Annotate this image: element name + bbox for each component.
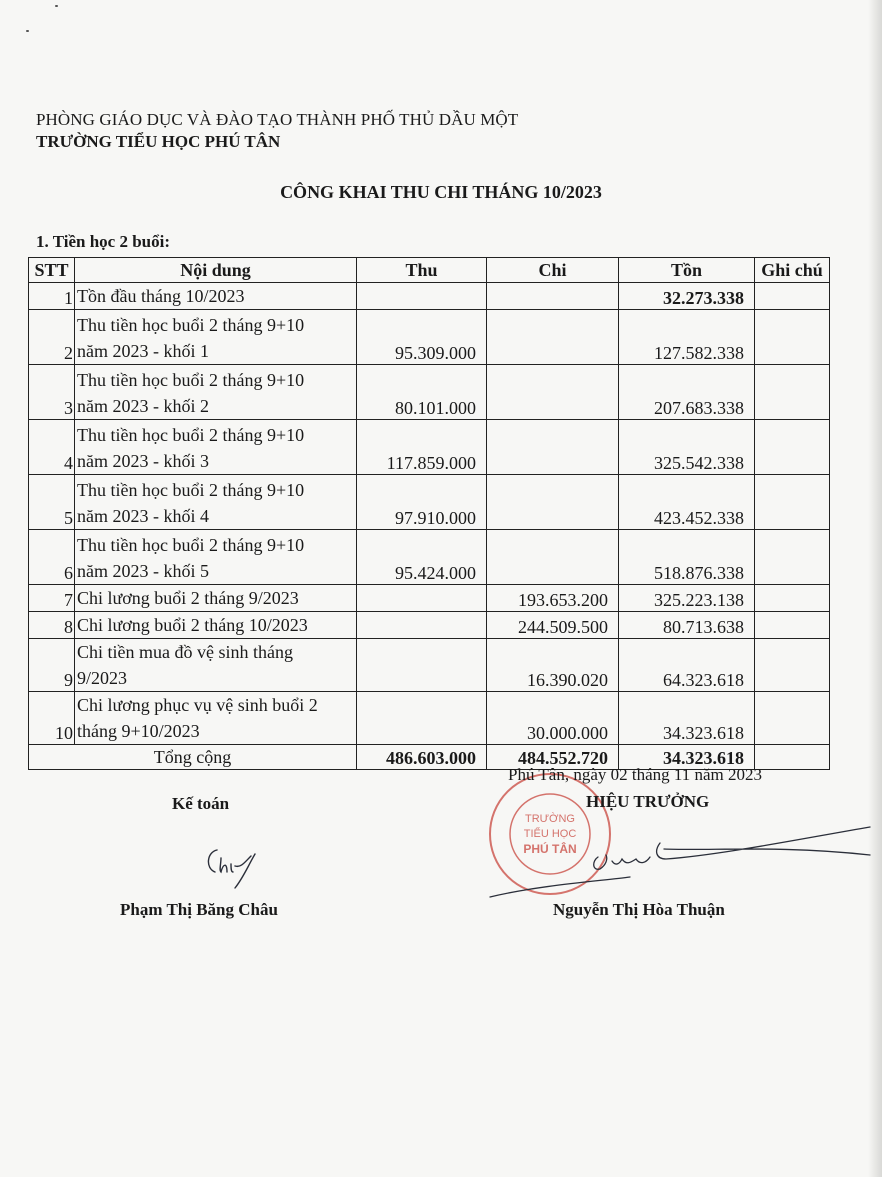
cell-stt: 5: [29, 475, 75, 530]
cell-chi: [487, 283, 619, 310]
cell-ton: 32.273.338: [619, 283, 755, 310]
table-row: [29, 420, 830, 475]
cell-chi: 244.509.500: [487, 612, 619, 639]
content-line: Chi tiền mua đồ vệ sinh tháng: [77, 642, 293, 662]
cell-content: [75, 283, 357, 310]
content-line: tháng 9+10/2023: [77, 721, 200, 741]
cell-content: [75, 639, 357, 692]
cell-content: [75, 692, 357, 745]
col-header-chi: Chi: [487, 258, 619, 283]
department-header: PHÒNG GIÁO DỤC VÀ ĐÀO TẠO THÀNH PHỐ THỦ DẦU MỘT: [36, 110, 519, 129]
col-header-ton: Tồn: [619, 258, 755, 283]
cell-thu: [357, 692, 487, 745]
content-line: năm 2023 - khối 3: [77, 451, 209, 471]
table-row: [29, 365, 830, 420]
cell-chi: [487, 420, 619, 475]
cell-stt: 8: [29, 612, 75, 639]
accountant-name: Phạm Thị Băng Châu: [120, 900, 278, 919]
cell-ton: 423.452.338: [619, 475, 755, 530]
cell-ton: 127.582.338: [619, 310, 755, 365]
cell-content: [75, 612, 357, 639]
cell-chi: 16.390.020: [487, 639, 619, 692]
cell-thu: 80.101.000: [357, 365, 487, 420]
cell-stt: 3: [29, 365, 75, 420]
content-line: Tồn đầu tháng 10/2023: [77, 286, 245, 306]
stamp-line: PHÚ TÂN: [523, 842, 577, 856]
total-ton: 34.323.618: [619, 745, 755, 770]
speck: [26, 30, 29, 32]
section-title: 1. Tiền học 2 buổi:: [36, 232, 170, 251]
cell-thu: [357, 585, 487, 612]
cell-content: [75, 585, 357, 612]
cell-content: [75, 530, 357, 585]
total-chi: 484.552.720: [487, 745, 619, 770]
cell-thu: 117.859.000: [357, 420, 487, 475]
content-line: Chi lương buổi 2 tháng 10/2023: [77, 615, 308, 635]
content-line: Thu tiền học buổi 2 tháng 9+10: [77, 535, 305, 555]
speck: [55, 5, 58, 7]
paper-edge-shadow: [868, 0, 882, 1177]
cell-stt: 7: [29, 585, 75, 612]
content-line: Chi lương phục vụ vệ sinh buổi 2: [77, 695, 318, 715]
stamp-line: TIỂU HỌC: [523, 828, 577, 840]
table-row: [29, 585, 830, 612]
content-line: Chi lương buổi 2 tháng 9/2023: [77, 588, 299, 608]
content-line: năm 2023 - khối 2: [77, 396, 209, 416]
col-header-stt: STT: [29, 258, 75, 283]
cell-content: [75, 365, 357, 420]
place-date: Phú Tân, ngày 02 tháng 11 năm 2023: [508, 765, 763, 784]
col-header-thu: Thu: [357, 258, 487, 283]
cell-thu: [357, 639, 487, 692]
cell-ton: 518.876.338: [619, 530, 755, 585]
cell-content: [75, 310, 357, 365]
table-row: [29, 639, 830, 692]
accountant-signature: [195, 828, 295, 898]
cell-stt: 4: [29, 420, 75, 475]
cell-note: [755, 365, 830, 420]
cell-content: [75, 475, 357, 530]
cell-ton: 80.713.638: [619, 612, 755, 639]
table-row: [29, 530, 830, 585]
cell-stt: 2: [29, 310, 75, 365]
content-line: Thu tiền học buổi 2 tháng 9+10: [77, 480, 305, 500]
cell-ton: 325.223.138: [619, 585, 755, 612]
content-line: năm 2023 - khối 5: [77, 561, 209, 581]
cell-content: [75, 420, 357, 475]
cell-stt: 1: [29, 283, 75, 310]
content-line: năm 2023 - khối 4: [77, 506, 209, 526]
total-thu: 486.603.000: [357, 745, 487, 770]
content-line: Thu tiền học buổi 2 tháng 9+10: [77, 315, 305, 335]
content-line: 9/2023: [77, 668, 128, 688]
table-row: [29, 475, 830, 530]
document-title: CÔNG KHAI THU CHI THÁNG 10/2023: [280, 182, 602, 202]
cell-stt: 10: [29, 692, 75, 745]
finance-table: [28, 257, 830, 770]
cell-note: [755, 530, 830, 585]
cell-thu: [357, 283, 487, 310]
cell-chi: 30.000.000: [487, 692, 619, 745]
cell-note: [755, 585, 830, 612]
school-name: TRƯỜNG TIỂU HỌC PHÚ TÂN: [36, 132, 281, 151]
cell-chi: 193.653.200: [487, 585, 619, 612]
cell-ton: 325.542.338: [619, 420, 755, 475]
cell-thu: 95.424.000: [357, 530, 487, 585]
table-header-row: [29, 258, 830, 283]
total-label: Tổng cộng: [29, 745, 357, 770]
accountant-role: Kế toán: [172, 794, 230, 813]
content-line: năm 2023 - khối 1: [77, 341, 209, 361]
principal-role: HIỆU TRƯỞNG: [586, 792, 710, 811]
cell-ton: 207.683.338: [619, 365, 755, 420]
cell-note: [755, 283, 830, 310]
cell-note: [755, 612, 830, 639]
col-header-content: Nội dung: [75, 258, 357, 283]
cell-ton: 64.323.618: [619, 639, 755, 692]
cell-ton: 34.323.618: [619, 692, 755, 745]
cell-stt: 9: [29, 639, 75, 692]
cell-thu: 97.910.000: [357, 475, 487, 530]
col-header-note: Ghi chú: [755, 258, 830, 283]
principal-signature: [480, 815, 875, 910]
table-row: [29, 612, 830, 639]
total-note: [755, 745, 830, 770]
cell-note: [755, 692, 830, 745]
cell-note: [755, 310, 830, 365]
cell-note: [755, 420, 830, 475]
table-row: [29, 283, 830, 310]
content-line: Thu tiền học buổi 2 tháng 9+10: [77, 425, 305, 445]
cell-thu: [357, 612, 487, 639]
table-row: [29, 692, 830, 745]
table-row: [29, 310, 830, 365]
cell-chi: [487, 475, 619, 530]
cell-thu: 95.309.000: [357, 310, 487, 365]
cell-note: [755, 639, 830, 692]
cell-chi: [487, 310, 619, 365]
principal-name: Nguyễn Thị Hòa Thuận: [553, 900, 725, 919]
cell-note: [755, 475, 830, 530]
cell-chi: [487, 530, 619, 585]
stamp-line: TRƯỜNG: [525, 813, 575, 825]
cell-stt: 6: [29, 530, 75, 585]
content-line: Thu tiền học buổi 2 tháng 9+10: [77, 370, 305, 390]
cell-chi: [487, 365, 619, 420]
